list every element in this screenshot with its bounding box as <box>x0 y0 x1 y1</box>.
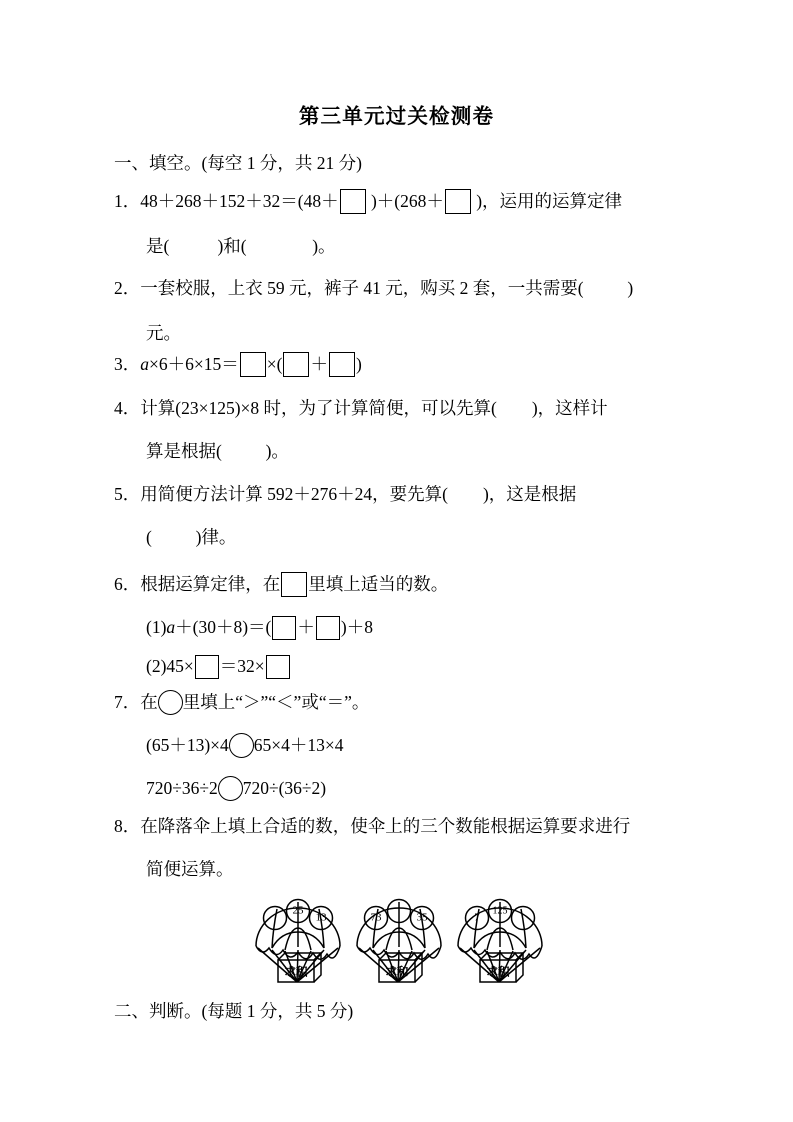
question-4-line-2 <box>146 443 289 461</box>
question-2-text: 一套校服，上衣 59 元，裤子 41 元，购买 2 套，一共需要( <box>140 278 584 298</box>
question-6-sub2-label: (2)45× <box>146 656 194 677</box>
question-1-paren-blank-2[interactable] <box>247 238 313 256</box>
question-8-number: 8． <box>114 816 141 836</box>
question-4-paren-blank-2[interactable] <box>222 443 266 461</box>
parachute-1-basket-label: 求积 <box>284 964 308 979</box>
question-2-number: 2． <box>114 278 141 298</box>
question-4-line1-end: )，这样计 <box>531 398 608 418</box>
question-1-blank-box-1[interactable] <box>340 189 366 214</box>
parachute-2-left-value: 73 <box>370 911 382 924</box>
question-7-cmp1-left-expr: (65＋13)×4 <box>146 734 229 755</box>
question-8-text-line-2: 简便运算。 <box>146 859 234 879</box>
question-2-unit-text: 元。 <box>146 323 181 343</box>
question-4-number: 4． <box>114 398 141 418</box>
question-5-line1-end: )，这是根据 <box>482 484 577 504</box>
question-2-paren-close: ) <box>627 278 634 298</box>
question-2-line-2 <box>146 325 181 343</box>
question-7-blank-circle-inline[interactable] <box>158 690 183 715</box>
question-6-lead-text: 根据运算定律，在 <box>140 573 281 594</box>
question-7-cmp2-right-expr: 720÷(36÷2) <box>242 777 327 798</box>
question-7-line-1 <box>114 690 369 715</box>
question-6-sub1-blank-box-1[interactable] <box>272 616 296 640</box>
question-6-sub2-blank-box-1[interactable] <box>195 655 219 679</box>
question-7-cmp1-right-expr: 65×4＋13×4 <box>253 734 344 755</box>
question-1-expr-part-b: )＋(268＋ <box>366 190 444 211</box>
parachute-figure-group <box>250 886 550 991</box>
question-7-cmp1-blank-circle[interactable] <box>229 733 254 758</box>
question-3-expr-part-a: ×6＋6×15＝ <box>149 353 239 374</box>
question-7-comparison-2 <box>146 776 326 801</box>
question-6-sub2-part-a: ＝32× <box>219 656 265 677</box>
question-6-sub1-part-b: ＋ <box>297 617 315 638</box>
question-1-expr-part-a: 48＋268＋152＋32＝(48＋ <box>140 190 339 211</box>
question-1-line-2 <box>146 238 336 256</box>
question-7-comparison-1 <box>146 733 344 758</box>
question-5-line2-part-b: )律。 <box>195 527 237 547</box>
question-4-paren-blank-1[interactable] <box>497 400 532 418</box>
parachute-1-right-value: 13 <box>315 911 327 924</box>
question-6-sub1-label: (1) <box>146 617 167 638</box>
question-4-line2-part-b: )。 <box>265 441 289 461</box>
question-1-line2-part-a: 是( <box>146 236 170 256</box>
question-1-line2-part-c: )。 <box>312 236 336 256</box>
parachute-3-basket-label: 求积 <box>486 964 510 979</box>
question-6-sub2-blank-box-2[interactable] <box>266 655 290 679</box>
question-1-number: 1． <box>114 190 141 211</box>
question-6-number: 6． <box>114 573 141 594</box>
parachute-2-basket-label: 求和 <box>385 964 409 979</box>
question-5-paren-blank-1[interactable] <box>448 486 483 504</box>
question-3-blank-box-1[interactable] <box>240 352 266 377</box>
question-1-blank-box-2[interactable] <box>445 189 471 214</box>
question-8-line-2 <box>146 861 234 879</box>
question-6-sub-1 <box>146 616 373 640</box>
question-4-text: 计算(23×125)×8 时，为了计算简便，可以先算( <box>140 398 497 418</box>
question-3-expr-part-c: ＋ <box>310 353 328 374</box>
question-4-line-1 <box>114 400 608 418</box>
parachute-1-top-value: 25 <box>292 904 304 917</box>
question-5-paren-blank-2[interactable] <box>152 529 196 547</box>
question-2-line-1 <box>114 280 633 298</box>
question-6-sub1-blank-box-2[interactable] <box>316 616 340 640</box>
question-3-variable: a <box>140 353 149 374</box>
question-3-number: 3． <box>114 353 141 374</box>
question-5-line-1 <box>114 486 576 504</box>
page-title: 第三单元过关检测卷 <box>298 104 495 128</box>
question-5-text: 用简便方法计算 592＋276＋24，要先算( <box>140 484 448 504</box>
parachute-3-top-value: 125 <box>492 905 508 917</box>
question-6-sub1-part-c: )＋8 <box>340 617 373 638</box>
question-7-lead-text: 在 <box>140 691 158 712</box>
section-heading-fill-in-blanks: 一、填空。(每空 1 分，共 21 分) <box>114 153 362 173</box>
question-5-line2-part-a: ( <box>146 527 152 547</box>
question-3-expr-part-b: ×( <box>266 353 283 374</box>
parachute-2-right-value: 35 <box>416 911 428 924</box>
question-3-line-1 <box>114 352 362 377</box>
question-7-cmp2-blank-circle[interactable] <box>218 776 243 801</box>
question-5-line-2 <box>146 529 236 547</box>
parachute-1 <box>250 886 346 991</box>
question-1-expr-part-c: )，运用的运算定律 <box>471 190 623 211</box>
question-3-blank-box-2[interactable] <box>283 352 309 377</box>
question-1-line-1 <box>114 189 622 214</box>
question-6-sub1-variable: a <box>166 617 176 638</box>
question-3-blank-box-3[interactable] <box>329 352 355 377</box>
question-3-expr-part-d: ) <box>355 353 362 374</box>
parachute-3-left-value: 7 <box>474 911 480 924</box>
question-8-line-1 <box>114 818 630 836</box>
question-8-text-line-1: 在降落伞上填上合适的数，使伞上的三个数能根据运算要求进行 <box>140 816 631 836</box>
section-heading-true-false: 二、判断。(每题 1 分，共 5 分) <box>114 1001 354 1021</box>
question-6-line-1 <box>114 572 448 597</box>
question-2-paren-blank[interactable] <box>584 280 628 298</box>
question-6-sub1-part-a: ＋(30＋8)＝( <box>175 617 272 638</box>
question-1-paren-blank-1[interactable] <box>169 238 217 256</box>
question-6-tail-text: 里填上适当的数。 <box>308 573 449 594</box>
parachute-3 <box>452 886 548 991</box>
question-1-line2-part-b: )和( <box>217 236 247 256</box>
question-5-number: 5． <box>114 484 141 504</box>
question-6-blank-box-inline[interactable] <box>281 572 307 597</box>
question-7-cmp2-left-expr: 720÷36÷2 <box>146 777 218 798</box>
question-4-line2-part-a: 算是根据( <box>146 441 222 461</box>
parachute-2 <box>351 886 447 991</box>
question-7-tail-text: 里填上“＞”“＜”或“＝”。 <box>182 691 370 712</box>
question-7-number: 7． <box>114 691 141 712</box>
question-6-sub-2 <box>146 655 291 679</box>
